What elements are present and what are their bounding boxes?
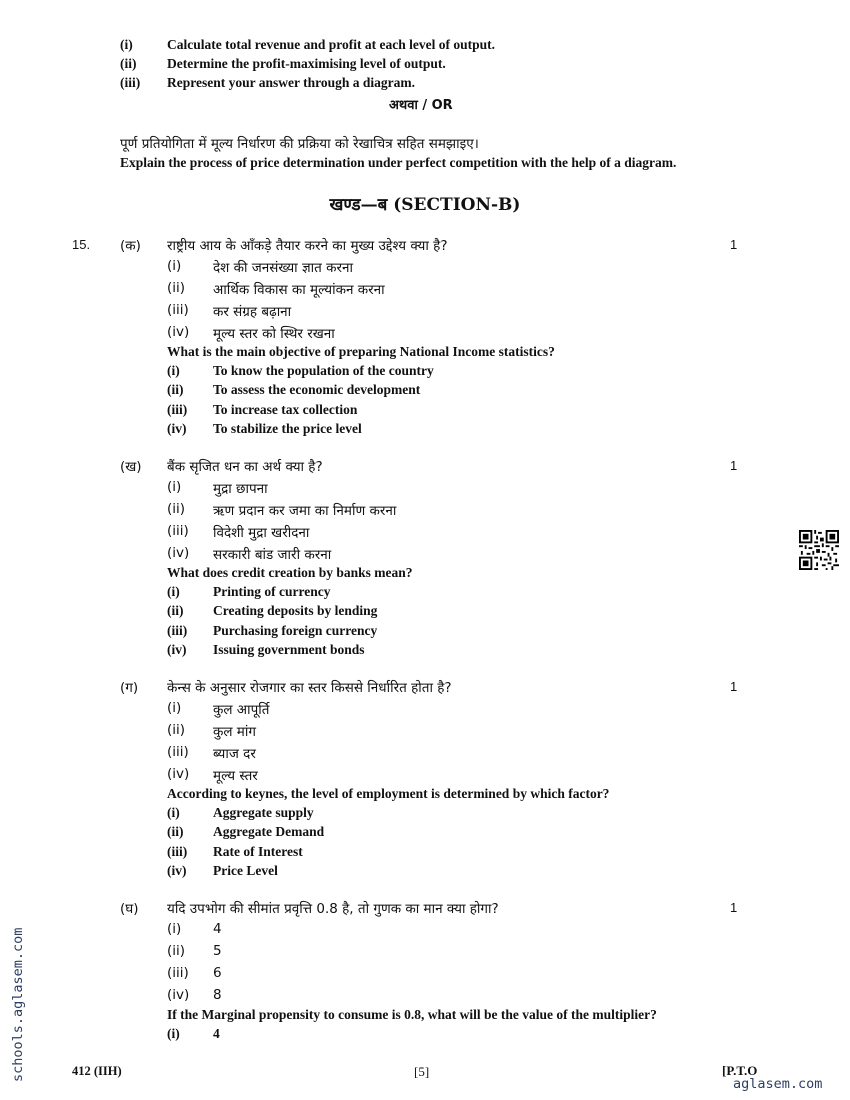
option-text-english: Rate of Interest xyxy=(213,843,303,859)
option-text-hindi: आर्थिक विकास का मूल्यांकन करना xyxy=(213,282,385,298)
option-text-hindi: कुल मांग xyxy=(213,724,256,740)
or-divider: अथवा / OR xyxy=(389,98,453,113)
option-num-hindi: (iii) xyxy=(167,965,189,981)
option-num-english: (iv) xyxy=(167,862,187,878)
option-text-english: To know the population of the country xyxy=(213,363,434,379)
option-text-hindi: 5 xyxy=(213,943,222,959)
section-title: खण्ड—ब (SECTION-B) xyxy=(329,195,521,215)
option-text-hindi: कर संग्रह बढ़ाना xyxy=(213,304,292,320)
top-item-text-3: Represent your answer through a diagram. xyxy=(167,75,416,90)
option-num-english: (iii) xyxy=(167,401,188,417)
marks-value: 1 xyxy=(730,679,738,694)
option-text-english: Purchasing foreign currency xyxy=(213,622,378,638)
top-item-text-2: Determine the profit-maximising level of output. xyxy=(167,56,446,71)
option-num-hindi: (i) xyxy=(167,479,182,495)
option-num-english: (iii) xyxy=(167,843,188,859)
option-text-hindi: 6 xyxy=(213,965,222,981)
option-num-english: (i) xyxy=(167,1026,180,1042)
qr-code-icon xyxy=(799,530,839,570)
option-num-hindi: (iv) xyxy=(167,987,190,1003)
option-text-english: To assess the economic development xyxy=(213,382,421,398)
option-text-hindi: ब्याज दर xyxy=(213,746,256,762)
part-label: (ग) xyxy=(120,680,139,696)
question-text-hindi: बैंक सृजित धन का अर्थ क्या है? xyxy=(167,459,323,475)
option-text-hindi: 4 xyxy=(213,921,222,937)
option-num-hindi: (ii) xyxy=(167,722,186,738)
top-item-num-2: (ii) xyxy=(120,56,137,71)
option-text-english: Creating deposits by lending xyxy=(213,603,378,619)
option-num-hindi: (i) xyxy=(167,258,182,274)
option-num-hindi: (iii) xyxy=(167,523,189,539)
question-text-hindi: केन्स के अनुसार रोजगार का स्तर किससे निर्धारित होता है? xyxy=(167,680,452,696)
page-number: [5] xyxy=(414,1064,430,1079)
option-text-english: Aggregate Demand xyxy=(213,824,325,840)
question-number: 15. xyxy=(72,237,91,252)
option-num-hindi: (ii) xyxy=(167,280,186,296)
option-text-hindi: ऋण प्रदान कर जमा का निर्माण करना xyxy=(213,503,397,519)
question-text-english: What does credit creation by banks mean? xyxy=(167,565,413,580)
option-text-hindi: मुद्रा छापना xyxy=(213,481,268,497)
part-label: (ख) xyxy=(120,459,142,475)
question-text-hindi: राष्ट्रीय आय के आँकड़े तैयार करने का मुख्य उद्देश्य क्या है? xyxy=(167,238,448,254)
side-watermark: schools.aglasem.com xyxy=(10,927,26,1082)
marks-value: 1 xyxy=(730,900,738,915)
top-item-num-1: (i) xyxy=(120,37,133,52)
question-text-hindi: यदि उपभोग की सीमांत प्रवृत्ति 0.8 है, तो गुणक का मान क्या होगा? xyxy=(167,901,499,917)
marks-value: 1 xyxy=(730,237,738,252)
option-text-english: To stabilize the price level xyxy=(213,420,362,436)
option-num-english: (ii) xyxy=(167,382,184,398)
option-text-english: Printing of currency xyxy=(213,584,331,600)
option-num-english: (iv) xyxy=(167,420,187,436)
option-text-hindi: मूल्य स्तर को स्थिर रखना xyxy=(213,326,335,342)
option-num-hindi: (iii) xyxy=(167,744,189,760)
option-text-english: 4 xyxy=(213,1026,220,1042)
option-num-hindi: (iv) xyxy=(167,545,190,561)
option-num-hindi: (ii) xyxy=(167,501,186,517)
option-num-hindi: (ii) xyxy=(167,943,186,959)
option-text-english: Price Level xyxy=(213,862,278,878)
option-num-hindi: (i) xyxy=(167,700,182,716)
alternative-question-hindi: पूर्ण प्रतियोगिता में मूल्य निर्धारण की प्रक्रिया को रेखाचित्र सहित समझाइए। xyxy=(120,136,479,152)
option-num-hindi: (i) xyxy=(167,921,182,937)
option-num-hindi: (iv) xyxy=(167,324,190,340)
option-text-english: To increase tax collection xyxy=(213,401,358,417)
option-num-english: (ii) xyxy=(167,824,184,840)
option-num-english: (i) xyxy=(167,584,180,600)
option-text-hindi: विदेशी मुद्रा खरीदना xyxy=(213,525,310,541)
marks-value: 1 xyxy=(730,458,738,473)
question-text-english: According to keynes, the level of employment is determined by which factor? xyxy=(167,786,610,801)
top-item-text-1: Calculate total revenue and profit at each level of output. xyxy=(167,37,495,52)
bottom-watermark: aglasem.com xyxy=(733,1076,823,1092)
option-text-hindi: सरकारी बांड जारी करना xyxy=(213,547,332,563)
question-text-english: If the Marginal propensity to consume is 0.8, what will be the value of the multiplier? xyxy=(167,1007,657,1022)
option-num-hindi: (iii) xyxy=(167,302,189,318)
option-text-hindi: कुल आपूर्ति xyxy=(213,702,270,718)
top-item-num-3: (iii) xyxy=(120,75,141,90)
option-num-hindi: (iv) xyxy=(167,766,190,782)
option-num-english: (iv) xyxy=(167,641,187,657)
pto-label: [P.T.O xyxy=(722,1063,758,1078)
alternative-question-english: Explain the process of price determination under perfect competition with the help of a diagram. xyxy=(120,155,677,170)
part-label: (क) xyxy=(120,238,141,254)
option-num-english: (i) xyxy=(167,805,180,821)
option-num-english: (ii) xyxy=(167,603,184,619)
option-text-english: Aggregate supply xyxy=(213,805,314,821)
option-num-english: (i) xyxy=(167,363,180,379)
option-text-hindi: मूल्य स्तर xyxy=(213,768,258,784)
option-text-hindi: देश की जनसंख्या ज्ञात करना xyxy=(213,260,353,276)
paper-code: 412 (IIH) xyxy=(72,1064,122,1078)
question-text-english: What is the main objective of preparing National Income statistics? xyxy=(167,344,555,359)
part-label: (घ) xyxy=(120,901,139,917)
option-text-english: Issuing government bonds xyxy=(213,641,365,657)
option-num-english: (iii) xyxy=(167,622,188,638)
option-text-hindi: 8 xyxy=(213,987,222,1003)
